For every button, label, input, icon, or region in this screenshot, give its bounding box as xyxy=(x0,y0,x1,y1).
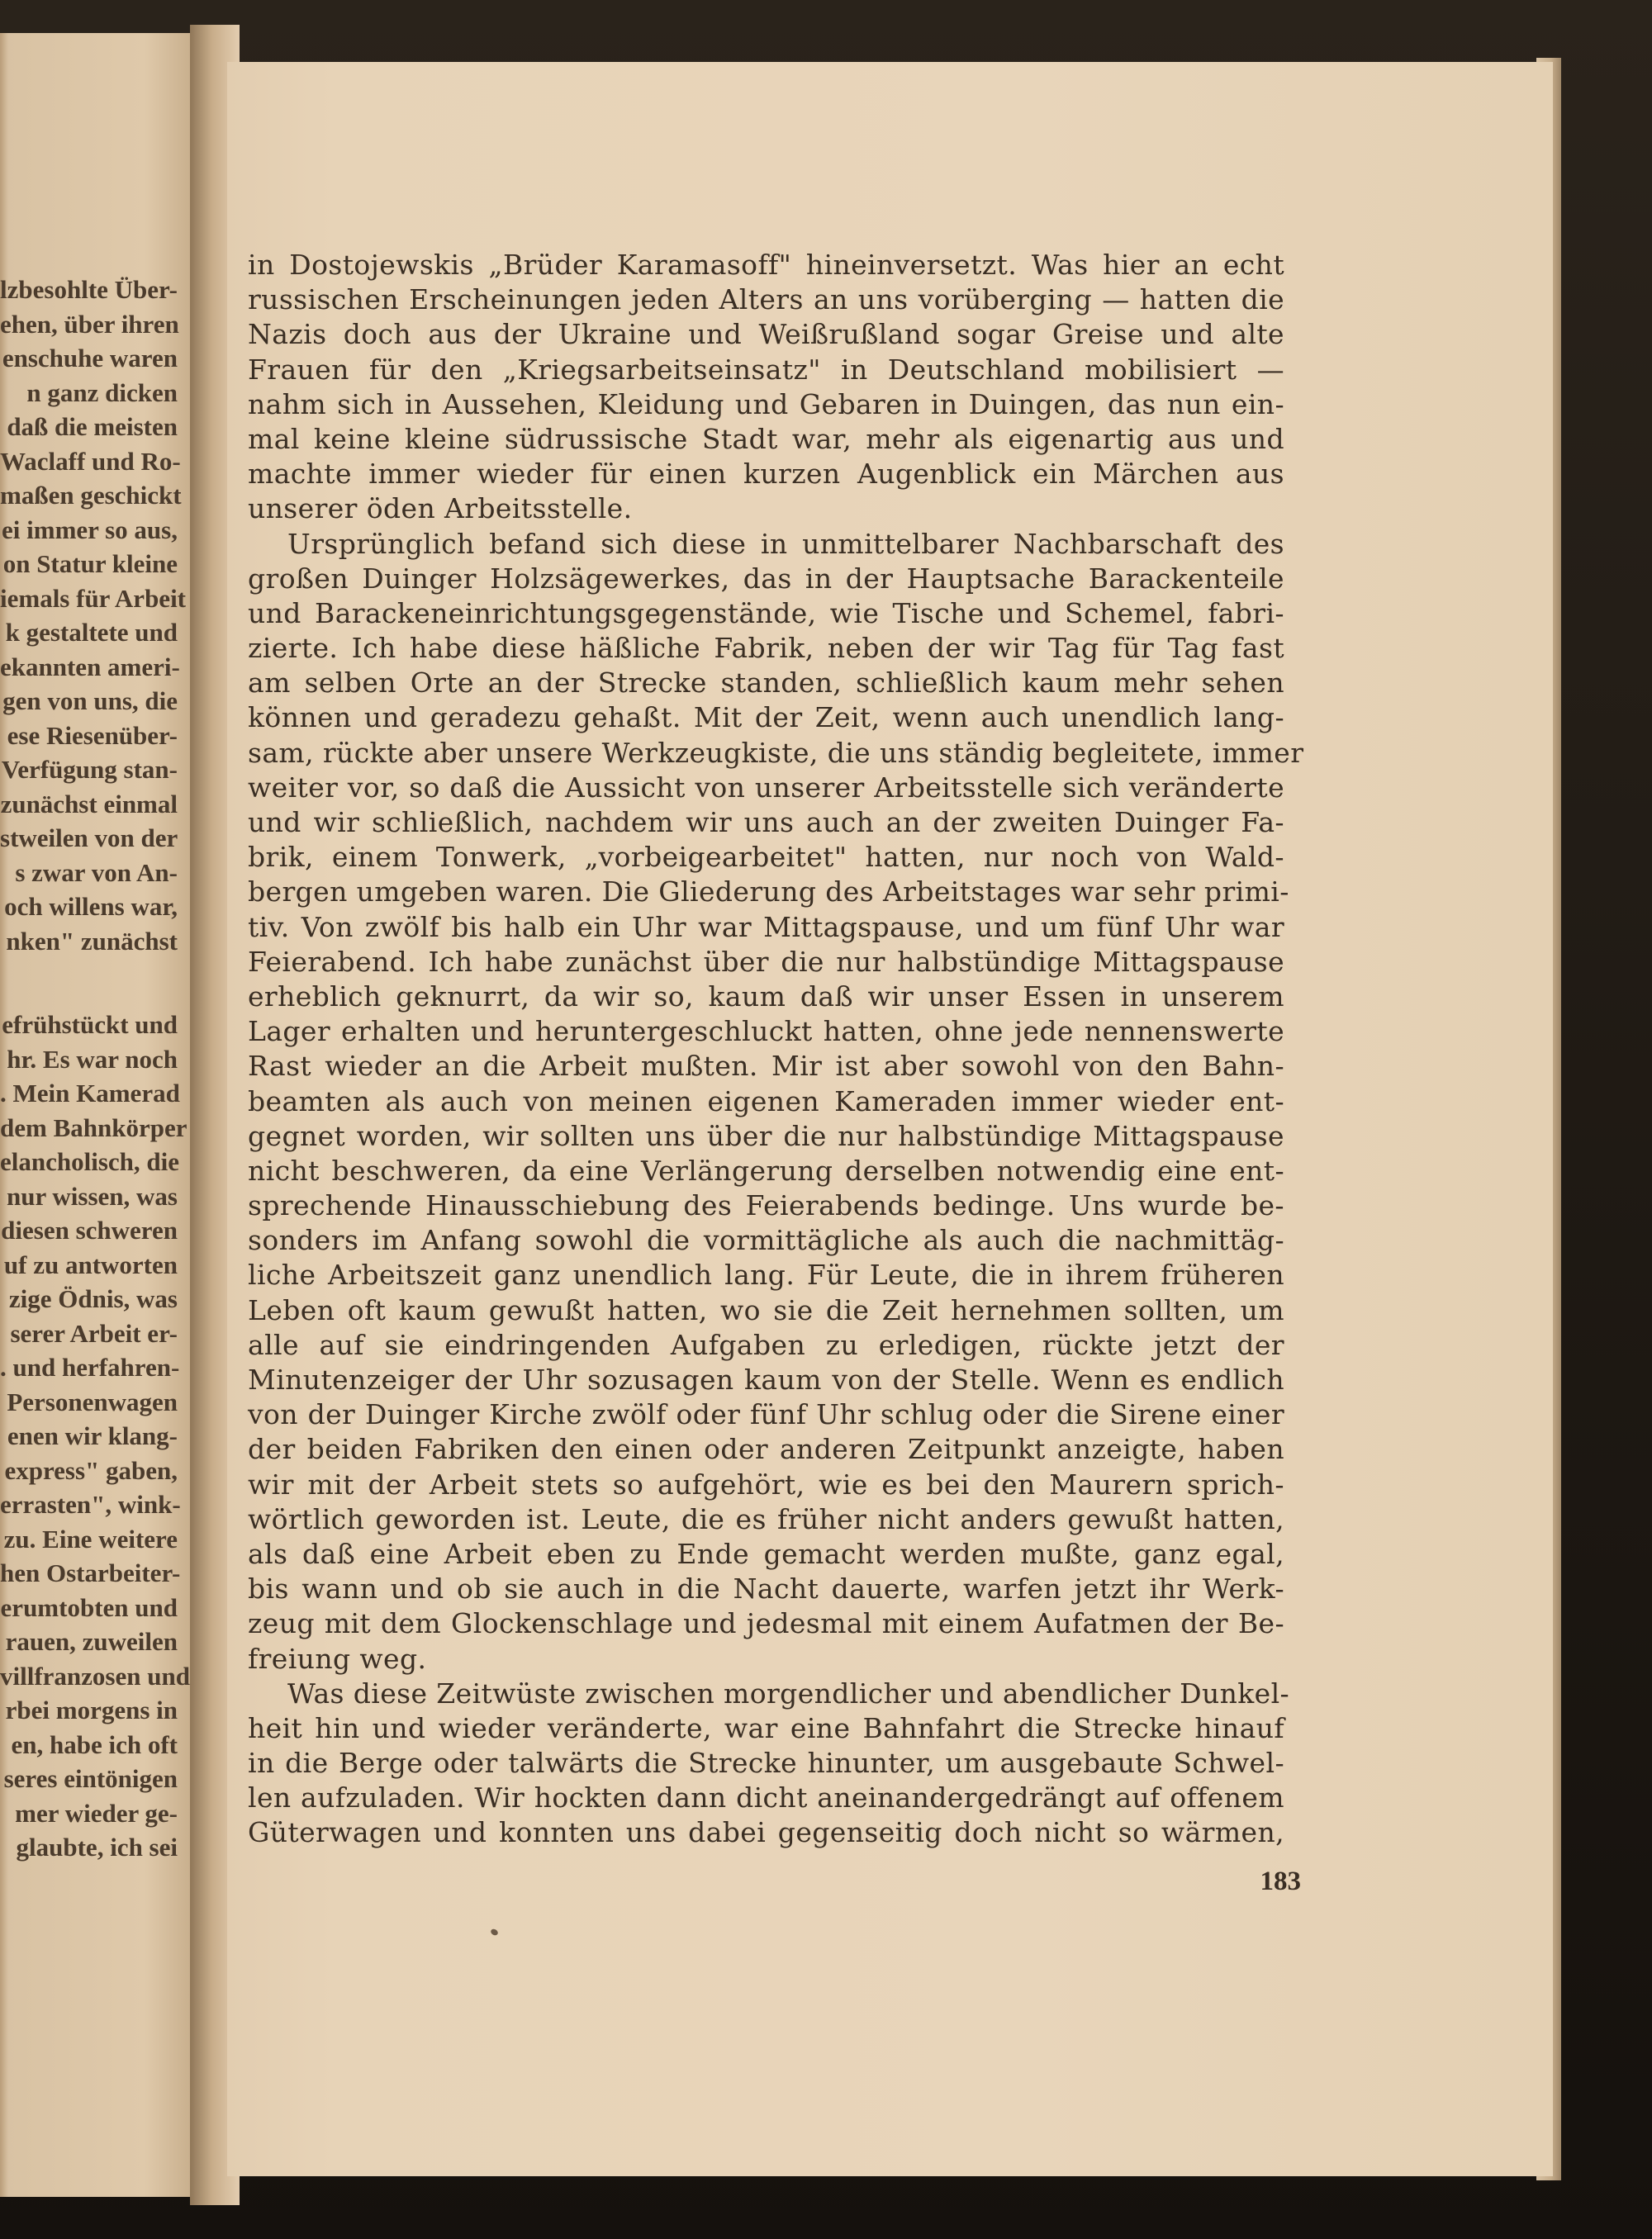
left-page-line: elancholisch, die xyxy=(0,1147,180,1176)
left-page-line: ese Riesenüber- xyxy=(7,720,178,750)
left-page-line: rauen, zuweilen xyxy=(5,1627,178,1656)
text-line: von der Duinger Kirche zwölf oder fünf Uhr schlug oder die Sirene einer xyxy=(248,1398,1284,1431)
text-line: und Barackeneinrichtungsgegenstände, wie Tische und Schemel, fabri- xyxy=(248,596,1284,629)
text-line: len aufzuladen. Wir hockten dann dicht aneinandergedrängt auf offenem xyxy=(248,1781,1284,1814)
left-page-line: . Mein Kamerad xyxy=(0,1079,180,1108)
text-line: bergen umgeben waren. Die Gliederung des Arbeitstages war sehr primi- xyxy=(248,875,1289,908)
text-line: brik, einem Tonwerk, „vorbeigearbeitet" hatten, nur noch von Wald- xyxy=(248,841,1284,874)
text-line: der beiden Fabriken den einen oder anderen Zeitpunkt anzeigte, haben xyxy=(248,1433,1284,1466)
left-page-line: hr. Es war noch xyxy=(7,1044,178,1074)
left-page-line: nken" zunächst xyxy=(6,926,178,956)
text-line: Ursprünglich befand sich diese in unmittelbarer Nachbarschaft des xyxy=(287,527,1284,560)
left-page-line: villfranzosen und xyxy=(0,1661,190,1691)
left-page-line: express" gaben, xyxy=(4,1455,178,1485)
text-line: nahm sich in Aussehen, Kleidung und Gebaren in Duingen, das nun ein- xyxy=(248,387,1284,420)
text-line: erheblich geknurrt, da wir so, kaum daß wir unser Essen in unserem xyxy=(248,980,1284,1013)
text-line: zeug mit dem Glockenschlage und jedesmal mit einem Aufatmen der Be- xyxy=(248,1607,1284,1640)
left-page-line: enen wir klang- xyxy=(7,1421,178,1450)
left-page-line: n ganz dicken xyxy=(26,377,178,407)
left-page-line: en, habe ich oft xyxy=(11,1729,178,1759)
left-page-line: ekannten ameri- xyxy=(0,652,180,681)
left-page-line: efrühstückt und xyxy=(2,1010,178,1039)
text-line: sprechende Hinausschiebung des Feierabends bedinge. Uns wurde be- xyxy=(248,1189,1284,1222)
text-line: können und geradezu gehaßt. Mit der Zeit, wenn auch unendlich lang- xyxy=(248,701,1284,734)
text-line: nicht beschweren, da eine Verlängerung derselben notwendig eine ent- xyxy=(248,1154,1284,1187)
text-line: Was diese Zeitwüste zwischen morgendlicher und abendlicher Dunkel- xyxy=(287,1677,1290,1710)
text-line: Güterwagen und konnten uns dabei gegenseitig doch nicht so wärmen, xyxy=(248,1816,1284,1849)
text-line: Lager erhalten und heruntergeschluckt hatten, ohne jede nennenswerte xyxy=(248,1015,1284,1048)
left-page-line: enschuhe waren xyxy=(2,344,178,372)
left-page-line: stweilen von der xyxy=(0,823,178,852)
text-line: machte immer wieder für einen kurzen Augenblick ein Märchen aus xyxy=(248,458,1284,491)
left-page xyxy=(0,33,206,2197)
left-page-line: serer Arbeit er- xyxy=(10,1318,178,1348)
left-page-line: zu. Eine weitere xyxy=(3,1524,178,1554)
text-line: heit hin und wieder veränderte, war eine Bahnfahrt die Strecke hinauf xyxy=(248,1711,1284,1744)
text-line: als daß eine Arbeit eben zu Ende gemacht werden mußte, ganz egal, xyxy=(248,1537,1284,1570)
left-page-line: nur wissen, was xyxy=(6,1181,178,1211)
text-line: wörtlich geworden ist. Leute, die es früher nicht anders gewußt hatten, xyxy=(248,1502,1284,1535)
text-line: sam, rückte aber unsere Werkzeugkiste, die uns ständig begleitete, immer xyxy=(248,736,1304,769)
text-line: beamten als auch von meinen eigenen Kameraden immer wieder ent- xyxy=(248,1084,1284,1117)
text-line: bis wann und ob sie auch in die Nacht dauerte, warfen jetzt ihr Werk- xyxy=(248,1573,1284,1606)
left-page-line: Personenwagen xyxy=(7,1387,178,1416)
left-page-line: iemals für Arbeit xyxy=(0,583,187,613)
text-line: sonders im Anfang sowohl die vormittägliche als auch die nachmittäg- xyxy=(248,1224,1284,1257)
left-page-line: uf zu antworten xyxy=(3,1250,178,1279)
text-line: Feierabend. Ich habe zunächst über die nur halbstündige Mittagspause xyxy=(248,945,1284,978)
text-line: Minutenzeiger der Uhr sozusagen kaum von der Stelle. Wenn es endlich xyxy=(248,1364,1284,1396)
text-line: Rast wieder an die Arbeit mußten. Mir ist aber sowohl von den Bahn- xyxy=(248,1050,1284,1083)
text-line: wir mit der Arbeit stets so aufgehört, wie es bei den Maurern sprich- xyxy=(248,1468,1284,1501)
text-line: Nazis doch aus der Ukraine und Weißrußland sogar Greise und alte xyxy=(248,318,1284,351)
text-line: zierte. Ich habe diese häßliche Fabrik, neben der wir Tag für Tag fast xyxy=(248,632,1284,665)
left-page-line: Verfügung stan- xyxy=(1,755,178,784)
left-page-line: maßen geschickt xyxy=(0,481,182,510)
left-page-line: erumtobten und xyxy=(0,1592,178,1622)
text-line: in Dostojewskis „Brüder Karamasoff" hineinversetzt. Was hier an echt xyxy=(248,249,1284,281)
text-line: russischen Erscheinungen jeden Alters an uns vorüberging — hatten die xyxy=(248,283,1284,316)
left-page-line: hen Ostarbeiter- xyxy=(0,1558,181,1587)
text-line: liche Arbeitszeit ganz unendlich lang. Für Leute, die in ihrem früheren xyxy=(248,1259,1284,1292)
left-page-line: on Statur kleine xyxy=(2,549,178,578)
left-page-line: gen von uns, die xyxy=(2,686,178,715)
left-page-line: glaubte, ich sei xyxy=(16,1833,178,1862)
left-page-text xyxy=(0,273,190,1865)
left-page-line: seres eintönigen xyxy=(3,1764,178,1793)
left-page-line: diesen schweren xyxy=(1,1216,178,1245)
left-page-line: errasten", wink- xyxy=(0,1490,181,1519)
left-page-line: zige Ödnis, was xyxy=(8,1284,178,1313)
left-page-line: k gestaltete und xyxy=(5,618,178,647)
text-line: am selben Orte an der Strecke standen, schließlich kaum mehr sehen xyxy=(248,666,1284,700)
text-line: in die Berge oder talwärts die Strecke hinunter, um ausgebaute Schwel- xyxy=(248,1747,1284,1780)
left-page-gap xyxy=(0,958,178,1008)
left-page-line: s zwar von An- xyxy=(15,857,178,887)
page-number: 183 xyxy=(1260,1867,1301,1896)
left-page-line: ehen, über ihren xyxy=(0,309,179,339)
text-line: großen Duinger Holzsägewerkes, das in der Hauptsache Barackenteile xyxy=(248,562,1284,595)
text-line: alle auf sie eindringenden Aufgaben zu erledigen, rückte jetzt der xyxy=(248,1328,1284,1361)
text-line: tiv. Von zwölf bis halb ein Uhr war Mittagspause, und um fünf Uhr war xyxy=(248,910,1284,943)
left-page-line: zunächst einmal xyxy=(0,789,178,818)
left-page-line: rbei morgens in xyxy=(5,1696,178,1724)
left-page-line: dem Bahnkörper xyxy=(0,1112,188,1142)
left-page-line: daß die meisten xyxy=(7,412,178,441)
text-line: gegnet worden, wir sollten uns über die nur halbstündige Mittagspause xyxy=(248,1119,1284,1152)
text-line: weiter vor, so daß die Aussicht von unserer Arbeitsstelle sich veränderte xyxy=(248,771,1284,804)
text-line: Frauen für den „Kriegsarbeitseinsatz" in Deutschland mobilisiert — xyxy=(248,353,1284,386)
left-page-line: mer wieder ge- xyxy=(15,1798,178,1828)
text-line: mal keine kleine südrussische Stadt war, mehr als eigenartig aus und xyxy=(248,422,1284,455)
left-page-line: Waclaff und Ro- xyxy=(0,446,181,476)
left-page-line: ei immer so aus, xyxy=(2,515,178,544)
left-page-line: och willens war, xyxy=(4,892,178,921)
body-text xyxy=(248,248,1304,1851)
left-page-line: . und herfahren- xyxy=(0,1353,180,1382)
text-line: Leben oft kaum gewußt hatten, wo sie die Zeit hernehmen sollten, um xyxy=(248,1293,1284,1326)
left-page-line: lzbesohlte Über- xyxy=(0,275,178,304)
text-line: freiung weg. xyxy=(248,1642,427,1675)
text-line: unserer öden Arbeitsstelle. xyxy=(248,492,633,525)
text-line: und wir schließlich, nachdem wir uns auch an der zweiten Duinger Fa- xyxy=(248,806,1284,838)
